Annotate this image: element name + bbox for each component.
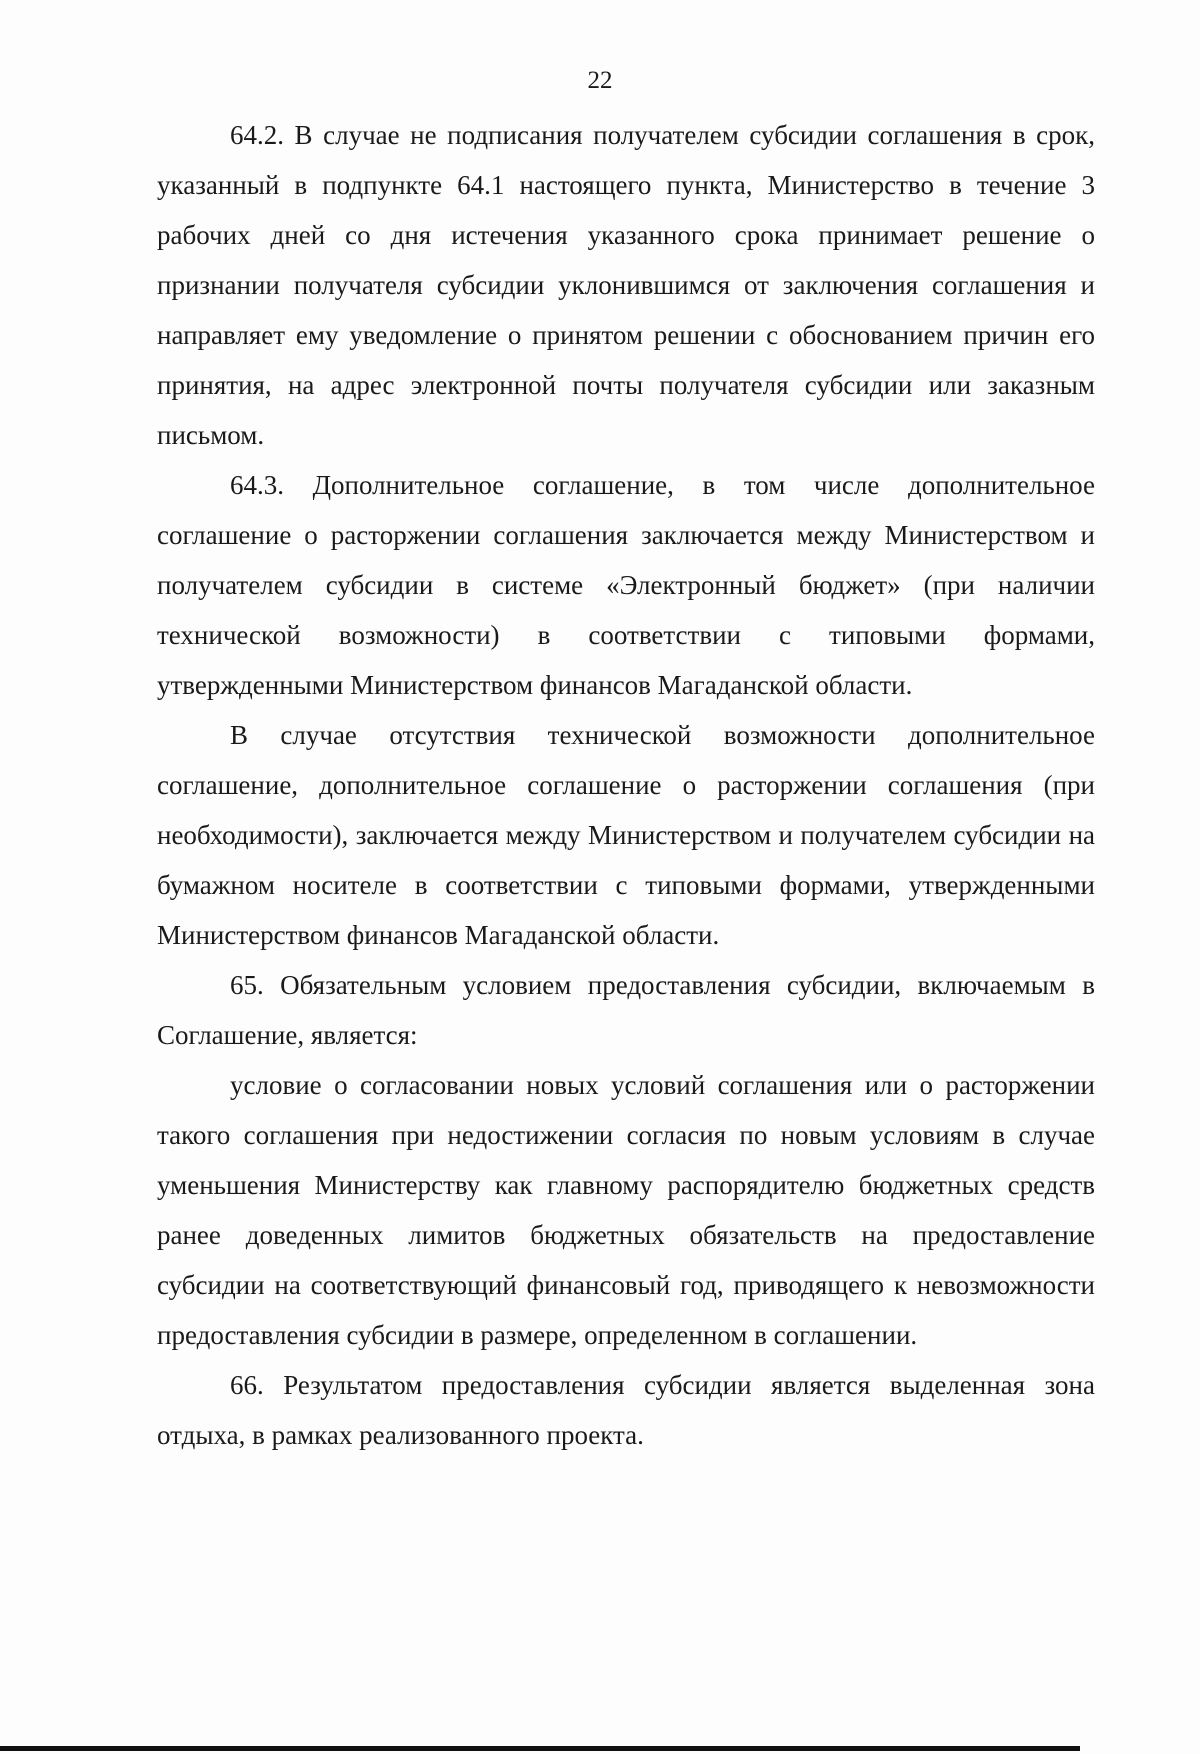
- paragraph-condition: условие о согласовании новых условий соглашения или о расторжении такого соглашения при недостижении согласия по новым условиям в случае уменьшения Министерству как главному распорядителю бюджетных средств ранее доведенных лимитов бюджетных обязательств на предоставление субсидии на соответствующий финансовый год, приводящего к невозможности предоставления субсидии в размере, определенном в соглашении.: [157, 1070, 1095, 1350]
- document-body: [157, 110, 1095, 1460]
- paragraph-64-3: 64.3. Дополнительное соглашение, в том числе дополнительное соглашение о расторжении соглашения заключается между Министерством и получателем субсидии в системе «Электронный бюджет» (при наличии технической возможности) в соответствии с типовыми формами, утвержденными Министерством финансов Магаданской области.: [157, 470, 1095, 700]
- paragraph-64-2: 64.2. В случае не подписания получателем субсидии соглашения в срок, указанный в подпункте 64.1 настоящего пункта, Министерство в течение 3 рабочих дней со дня истечения указанного срока принимает решение о признании получателя субсидии уклонившимся от заключения соглашения и направляет ему уведомление о принятом решении с обоснованием причин его принятия, на адрес электронной почты получателя субсидии или заказным письмом.: [157, 120, 1095, 450]
- page-number: 22: [587, 67, 613, 94]
- paragraph-no-technical-possibility: В случае отсутствия технической возможности дополнительное соглашение, дополнительное соглашение о расторжении соглашения (при необходимости), заключается между Министерством и получателем субсидии на бумажном носителе в соответствии с типовыми формами, утвержденными Министерством финансов Магаданской области.: [157, 720, 1095, 950]
- paragraph-66: 66. Результатом предоставления субсидии является выделенная зона отдыха, в рамках реализованного проекта.: [157, 1370, 1095, 1450]
- bottom-scan-edge: [0, 1746, 1080, 1751]
- paragraph-65: 65. Обязательным условием предоставления субсидии, включаемым в Соглашение, является:: [157, 970, 1095, 1050]
